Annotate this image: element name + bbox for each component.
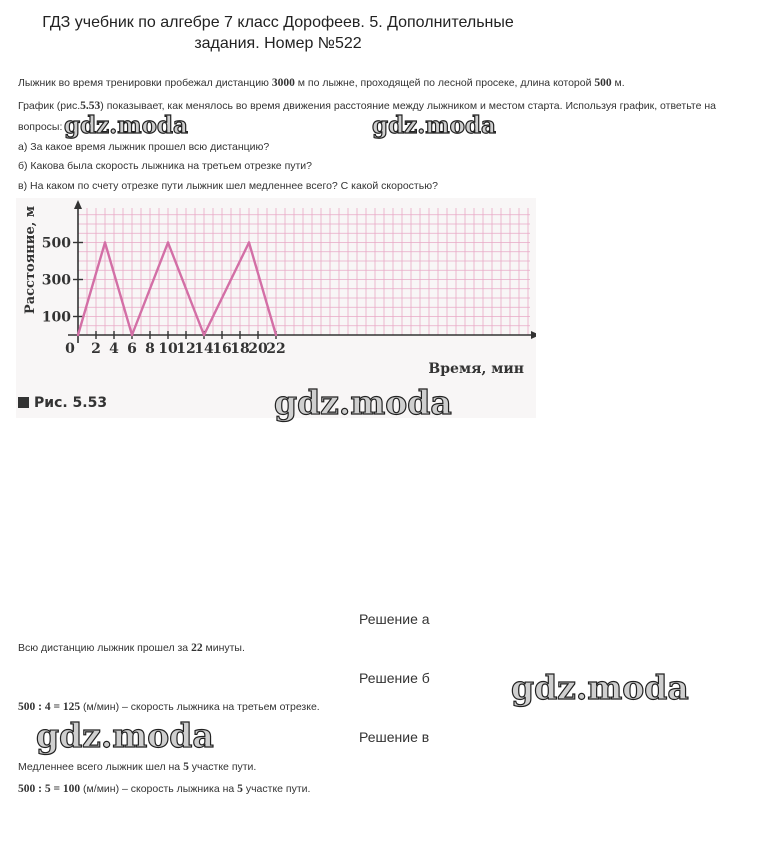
question-b: б) Какова была скорость лыжника на третьем отрезке пути? — [18, 160, 313, 172]
text-fragment: (м/мин) – скорость лыжника на — [80, 783, 238, 795]
y-tick-label: 300 — [41, 272, 71, 289]
text-fragment: м по лыжне, проходящей по лесной просеке, длина которой — [294, 77, 595, 89]
x-tick-label: 10 — [158, 341, 178, 357]
x-tick-label: 6 — [127, 341, 137, 357]
x-tick-label: 16 — [212, 341, 232, 357]
solution-c-text-2 — [18, 782, 310, 796]
text-fragment: м. — [611, 77, 625, 89]
solution-c-heading: Решение в — [359, 729, 430, 745]
solution-b-heading: Решение б — [359, 670, 430, 686]
track-length-value: 500 — [594, 77, 612, 89]
data-point — [203, 334, 205, 336]
x-tick-label: 0 — [65, 341, 75, 357]
page-title: ГДЗ учебник по алгебре 7 класс Дорофеев. 5. Дополнительные задания. Номер №522 — [42, 14, 514, 52]
watermark: gdz.moda — [372, 112, 496, 139]
text-fragment: ) показывает, как менялось во время движения расстояние между лыжником и местом старта. Используя график, ответьте на — [100, 100, 716, 112]
x-tick-label: 2 — [91, 341, 101, 357]
watermark: gdz.moda — [511, 668, 689, 707]
watermark: gdz.moda — [36, 716, 214, 755]
watermark: gdz.moda — [64, 112, 188, 139]
x-axis-arrow-icon — [531, 331, 536, 339]
figure-reference: 5.53 — [80, 100, 101, 112]
calculation: 500 : 4 = 125 — [18, 701, 81, 713]
y-tick-label: 100 — [41, 309, 71, 326]
y-tick-label: 500 — [41, 235, 71, 252]
text-fragment: Лыжник во время тренировки пробежал дистанцию — [18, 77, 272, 89]
answer-value: 22 — [191, 642, 203, 654]
figure-caption — [18, 395, 107, 411]
text-fragment: Всю дистанцию лыжник прошел за — [18, 642, 192, 654]
x-tick-label: 18 — [230, 341, 250, 357]
text-fragment: участке пути. — [188, 761, 257, 773]
data-point — [248, 241, 250, 243]
problem-paragraph-2 — [18, 99, 716, 113]
x-tick-label: 20 — [248, 341, 268, 357]
text-fragment: минуты. — [202, 642, 245, 654]
watermark: gdz.moda — [274, 383, 452, 422]
y-axis-arrow-icon — [74, 200, 82, 209]
x-tick-label: 22 — [266, 341, 286, 357]
problem-paragraph-2-continued: вопросы: — [18, 121, 63, 133]
solution-c-text-1 — [18, 760, 256, 774]
data-point — [131, 334, 133, 336]
x-tick-label: 8 — [145, 341, 155, 357]
solution-a-text — [18, 641, 245, 655]
text-fragment: Медленнее всего лыжник шел на — [18, 761, 184, 773]
question-c: в) На каком по счету отрезке пути лыжник шел медленнее всего? С какой скоростью? — [18, 180, 438, 192]
answer-value: 5 — [183, 761, 189, 773]
problem-paragraph-1 — [18, 76, 625, 90]
text-fragment: (м/мин) – скорость лыжника на третьем отрезке. — [80, 701, 320, 713]
x-tick-label: 12 — [176, 341, 196, 357]
data-point — [104, 241, 106, 243]
answer-value: 5 — [237, 783, 243, 795]
data-point — [77, 334, 79, 336]
solution-b-text — [18, 700, 320, 714]
x-tick-label: 4 — [109, 341, 119, 357]
solution-a-heading: Решение а — [359, 611, 430, 627]
text-fragment: участке пути. — [242, 783, 311, 795]
data-point — [167, 241, 169, 243]
caption-square-icon — [18, 397, 29, 408]
question-a: а) За какое время лыжник прошел всю дистанцию? — [18, 141, 270, 153]
calculation: 500 : 5 = 100 — [18, 783, 81, 795]
y-axis-label: Расстояние, м — [23, 205, 38, 315]
x-tick-label: 14 — [194, 341, 214, 357]
text-fragment: График (рис. — [18, 100, 81, 112]
data-point — [275, 334, 277, 336]
x-axis-label: Время, мин — [428, 361, 524, 377]
distance-value: 3000 — [271, 77, 295, 89]
figure-caption-text: Рис. 5.53 — [34, 395, 108, 411]
